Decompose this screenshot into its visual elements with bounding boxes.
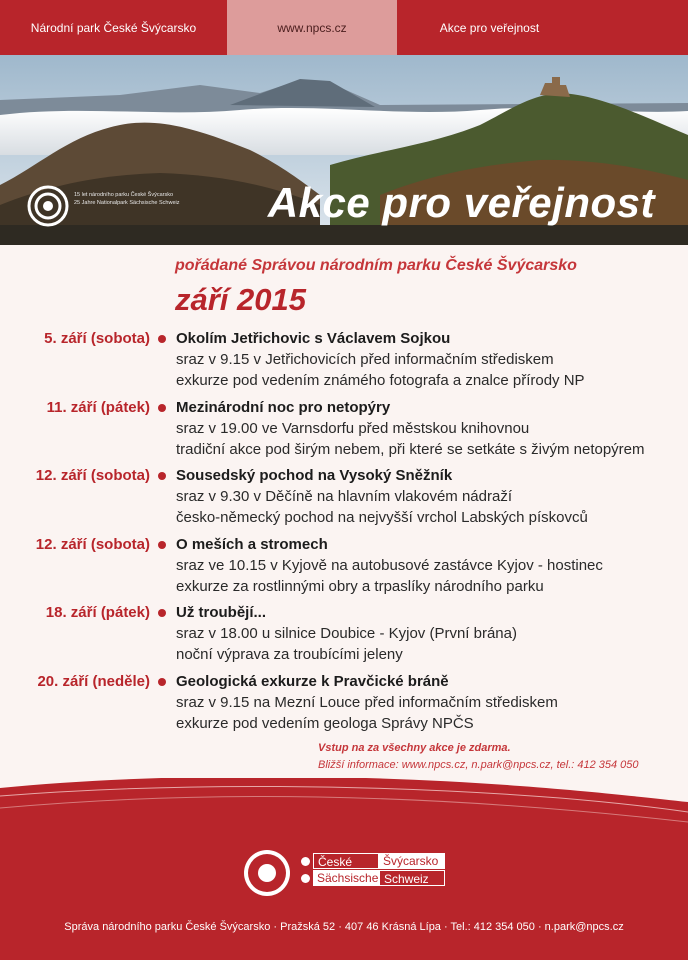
- anniversary-logo-icon: [27, 185, 69, 227]
- event-title: Mezinárodní noc pro netopýry: [176, 399, 391, 416]
- park-emblem-icon: [244, 850, 290, 896]
- label-schweiz: Schweiz: [379, 870, 445, 886]
- event-title: Sousedský pochod na Vysoký Sněžník: [176, 467, 453, 484]
- event-meeting: sraz v 19.00 ve Varnsdorfu před městskou knihovnou: [176, 420, 530, 437]
- event-description: tradiční akce pod širým nebem, při které se setkáte s živým netopýrem: [176, 441, 645, 458]
- event-description: česko-německý pochod na nejvyšší vrchol Labských pískovců: [176, 509, 588, 526]
- topbar-website[interactable]: www.npcs.cz: [227, 0, 397, 55]
- event-item: [0, 399, 688, 463]
- event-description: noční výprava za troubícími jeleny: [176, 646, 403, 663]
- event-title: O meších a stromech: [176, 536, 328, 553]
- event-item: [0, 330, 688, 394]
- month-heading: září 2015: [175, 282, 306, 317]
- event-date: 12. září (sobota): [35, 467, 150, 484]
- free-entry-note: Vstup na za všechny akce je zdarma.: [318, 742, 511, 754]
- anniversary-logo-text: [74, 191, 179, 207]
- hero-title: Akce pro veřejnost: [267, 179, 655, 226]
- topbar-section: Akce pro veřejnost: [439, 20, 540, 35]
- bullet-icon: [158, 472, 166, 480]
- topbar-park-name: Národní park České Švýcarsko: [30, 20, 197, 35]
- logo-line-1: 15 let národního parku České Švýcarsko: [74, 192, 174, 198]
- logo-line-2: 25 Jahre Nationalpark Sächsische Schweiz: [74, 200, 180, 206]
- bullet-icon: [158, 541, 166, 549]
- event-title: Už troubějí...: [176, 604, 266, 621]
- event-date: 5. září (sobota): [44, 330, 150, 347]
- label-sachsische: Sächsische: [313, 870, 379, 886]
- event-date: 12. září (sobota): [35, 536, 150, 553]
- event-meeting: sraz v 9.30 v Děčíně na hlavním vlakovém nádraží: [176, 488, 512, 505]
- event-date: 18. září (pátek): [45, 604, 150, 621]
- event-description: exkurze za rostlinnými obry a trpaslíky národního parku: [176, 578, 544, 595]
- footer-contacts: Správa národního parku České Švýcarsko · Pražská 52 · 407 46 Krásná Lípa · Tel.: 412 354 050 · n.park@npcs.cz: [64, 921, 624, 933]
- dot-icon: [301, 857, 310, 866]
- bullet-icon: [158, 335, 166, 343]
- label-svycarsko: Švýcarsko: [379, 853, 445, 869]
- event-meeting: sraz v 9.15 v Jetřichovicích před informačním střediskem: [176, 351, 554, 368]
- bullet-icon: [158, 404, 166, 412]
- event-title: Okolím Jetřichovic s Václavem Sojkou: [176, 330, 451, 347]
- event-date: 20. září (neděle): [37, 673, 150, 690]
- event-meeting: sraz ve 10.15 v Kyjově na autobusové zastávce Kyjov - hostinec: [176, 557, 603, 574]
- event-description: exkurze pod vedením známého fotografa a znalce přírody NP: [176, 372, 585, 389]
- event-description: exkurze pod vedením geologa Správy NPČS: [176, 715, 474, 732]
- bullet-icon: [158, 609, 166, 617]
- label-ceske: České: [313, 853, 379, 869]
- dot-icon: [301, 874, 310, 883]
- event-date: 11. září (pátek): [46, 399, 150, 416]
- hero-banner: [0, 55, 688, 245]
- event-item: [0, 467, 688, 531]
- event-meeting: sraz v 9.15 na Mezní Louce před informačním střediskem: [176, 694, 558, 711]
- contact-info: Bližší informace: www.npcs.cz, n.park@npcs.cz, tel.: 412 354 050: [318, 759, 639, 771]
- event-meeting: sraz v 18.00 u silnice Doubice - Kyjov (První brána): [176, 625, 517, 642]
- event-title: Geologická exkurze k Pravčické bráně: [176, 673, 449, 690]
- top-bar: [0, 0, 688, 55]
- event-item: [0, 536, 688, 600]
- event-item: [0, 604, 688, 668]
- organizer-subtitle: pořádané Správou národním parku České Švýcarsko: [175, 257, 577, 274]
- bullet-icon: [158, 678, 166, 686]
- event-item: [0, 673, 688, 737]
